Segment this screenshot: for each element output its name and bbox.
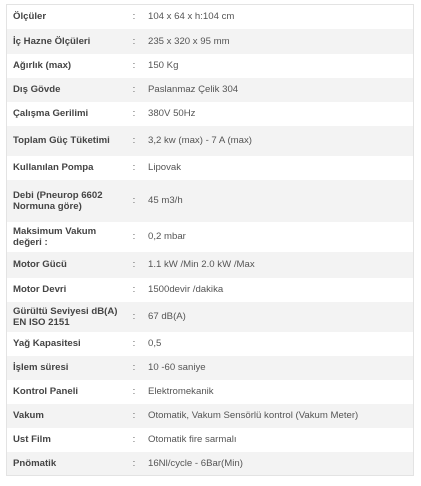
spec-separator: : [124,356,144,380]
spec-table [6,4,414,476]
spec-label: Ağırlık (max) [7,54,125,78]
spec-value: Elektromekanik [144,380,414,404]
spec-label: İşlem süresi [7,356,125,380]
spec-separator: : [124,252,144,278]
spec-label: Gürültü Seviyesi dB(A) EN ISO 2151 [7,302,125,332]
table-row [7,380,414,404]
spec-value: 45 m3/h [144,180,414,222]
spec-label: Ust Film [7,428,125,452]
spec-separator: : [124,78,144,102]
spec-separator: : [124,332,144,356]
spec-label: Motor Gücü [7,252,125,278]
spec-separator: : [124,126,144,156]
spec-label: Dış Gövde [7,78,125,102]
table-row [7,180,414,222]
table-row [7,29,414,54]
spec-label: Maksimum Vakum değeri : [7,222,125,252]
spec-label: Pnömatik [7,452,125,476]
spec-value: Paslanmaz Çelik 304 [144,78,414,102]
table-row [7,278,414,302]
spec-value: 104 x 64 x h:104 cm [144,5,414,29]
spec-value: 16Nl/cycle - 6Bar(Min) [144,452,414,476]
spec-separator: : [124,5,144,29]
spec-value: 10 -60 saniye [144,356,414,380]
table-row [7,126,414,156]
spec-separator: : [124,29,144,54]
table-row [7,54,414,78]
spec-label: İç Hazne Ölçüleri [7,29,125,54]
spec-separator: : [124,156,144,180]
spec-value: Otomatik fire sarmalı [144,428,414,452]
spec-label: Kullanılan Pompa [7,156,125,180]
spec-label: Yağ Kapasitesi [7,332,125,356]
spec-label: Kontrol Paneli [7,380,125,404]
table-row [7,252,414,278]
spec-value: 235 x 320 x 95 mm [144,29,414,54]
spec-value: 0,2 mbar [144,222,414,252]
table-row [7,5,414,29]
spec-separator: : [124,54,144,78]
spec-separator: : [124,302,144,332]
spec-separator: : [124,278,144,302]
spec-value: 380V 50Hz [144,102,414,126]
spec-value: 1.1 kW /Min 2.0 kW /Max [144,252,414,278]
spec-value: Lipovak [144,156,414,180]
spec-label: Toplam Güç Tüketimi [7,126,125,156]
spec-label: Vakum [7,404,125,428]
spec-label: Ölçüler [7,5,125,29]
table-row [7,404,414,428]
spec-separator: : [124,222,144,252]
spec-value: 3,2 kw (max) - 7 A (max) [144,126,414,156]
table-row [7,222,414,252]
spec-separator: : [124,404,144,428]
spec-separator: : [124,180,144,222]
spec-separator: : [124,380,144,404]
table-row [7,78,414,102]
spec-value: 150 Kg [144,54,414,78]
spec-label: Çalışma Gerilimi [7,102,125,126]
table-row [7,452,414,476]
spec-value: 1500devir /dakika [144,278,414,302]
spec-separator: : [124,452,144,476]
spec-separator: : [124,428,144,452]
table-row [7,156,414,180]
spec-value: Otomatik, Vakum Sensörlü kontrol (Vakum Meter) [144,404,414,428]
table-row [7,102,414,126]
spec-separator: : [124,102,144,126]
spec-value: 67 dB(A) [144,302,414,332]
spec-label: Motor Devri [7,278,125,302]
spec-table-body [7,5,414,476]
spec-label: Debi (Pneurop 6602 Normuna göre) [7,180,125,222]
table-row [7,332,414,356]
spec-value: 0,5 [144,332,414,356]
table-row [7,356,414,380]
table-row [7,428,414,452]
table-row [7,302,414,332]
